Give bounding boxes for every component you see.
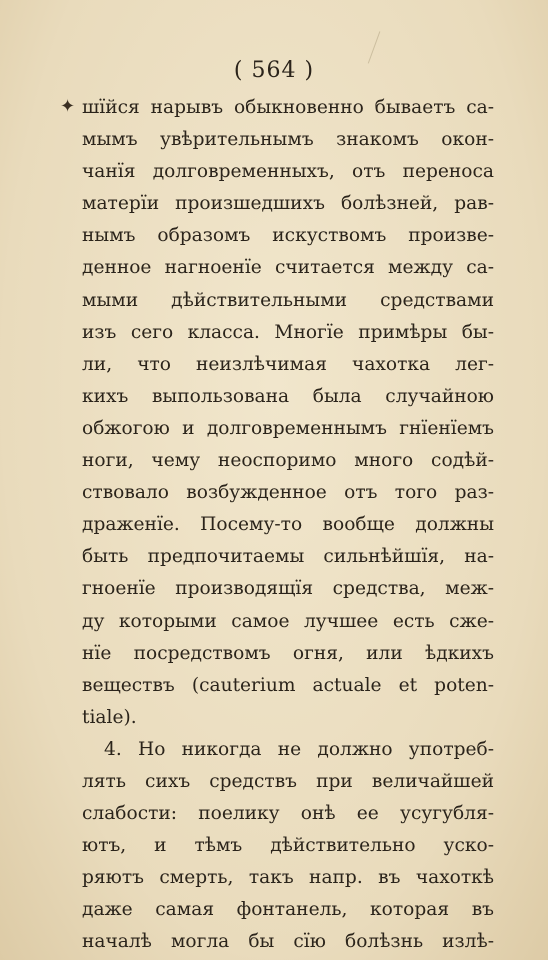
text-line: ствовало возбужденное отъ того раз- bbox=[82, 482, 494, 504]
text-line: даже самая фонтанель, которая въ bbox=[82, 899, 494, 921]
text-line: матерїи произшедшихъ болѣзней, рав- bbox=[82, 193, 494, 215]
text-line: гноенїе производящїя средства, меж- bbox=[82, 578, 494, 600]
text-line: нїе посредствомъ огня, или ѣдкихъ bbox=[82, 642, 494, 664]
text-line: ютъ, и тѣмъ дѣйствительно уско- bbox=[82, 835, 494, 857]
text-line: слабости: поелику онѣ ее усугубля- bbox=[82, 803, 494, 825]
text-line: мыми дѣйствительными средствами bbox=[82, 289, 494, 311]
page-number: ( 564 ) bbox=[233, 58, 315, 83]
text-line: ряютъ смерть, такъ напр. въ чахоткѣ bbox=[82, 867, 494, 889]
text-line: ли, что неизлѣчимая чахотка лег- bbox=[82, 353, 494, 375]
text-line: быть предпочитаемы сильнѣйшїя, на- bbox=[82, 546, 494, 568]
text-line: обжогою и долговременнымъ гнїенїемъ bbox=[82, 417, 494, 439]
text-line: шїйся нарывъ обыкновенно бываетъ са- bbox=[82, 97, 494, 118]
text-line: мымъ увѣрительнымъ знакомъ окон- bbox=[82, 129, 494, 151]
text-line: ду которыми самое лучшее есть сже- bbox=[82, 610, 494, 632]
text-line: лять сихъ средствъ при величайшей bbox=[82, 770, 494, 792]
text-line: драженїе. Посему-то вообще должны bbox=[82, 514, 494, 536]
text-line: денное нагноенїе считается между са- bbox=[82, 257, 494, 279]
text-line: изъ сего класса. Многїе примѣры бы- bbox=[82, 321, 494, 343]
text-line: веществъ (cauterium actuale et poten- bbox=[82, 674, 494, 696]
paragraph-start-line: 4. Но никогда не должно употреб- bbox=[104, 738, 494, 760]
text-line: чанїя долговременныхъ, отъ переноса bbox=[82, 161, 494, 183]
text-line: нымъ образомъ искуствомъ произве- bbox=[82, 225, 494, 247]
margin-ink-mark: ✦ bbox=[60, 96, 76, 117]
text-line: tiale). bbox=[82, 706, 137, 728]
text-line: началѣ могла бы сїю болѣзнь излѣ- bbox=[82, 931, 494, 953]
text-line: кихъ выпользована была случайною bbox=[82, 385, 494, 407]
text-line: ноги, чему неоспоримо много содѣй- bbox=[82, 450, 494, 472]
body-text bbox=[82, 92, 494, 959]
